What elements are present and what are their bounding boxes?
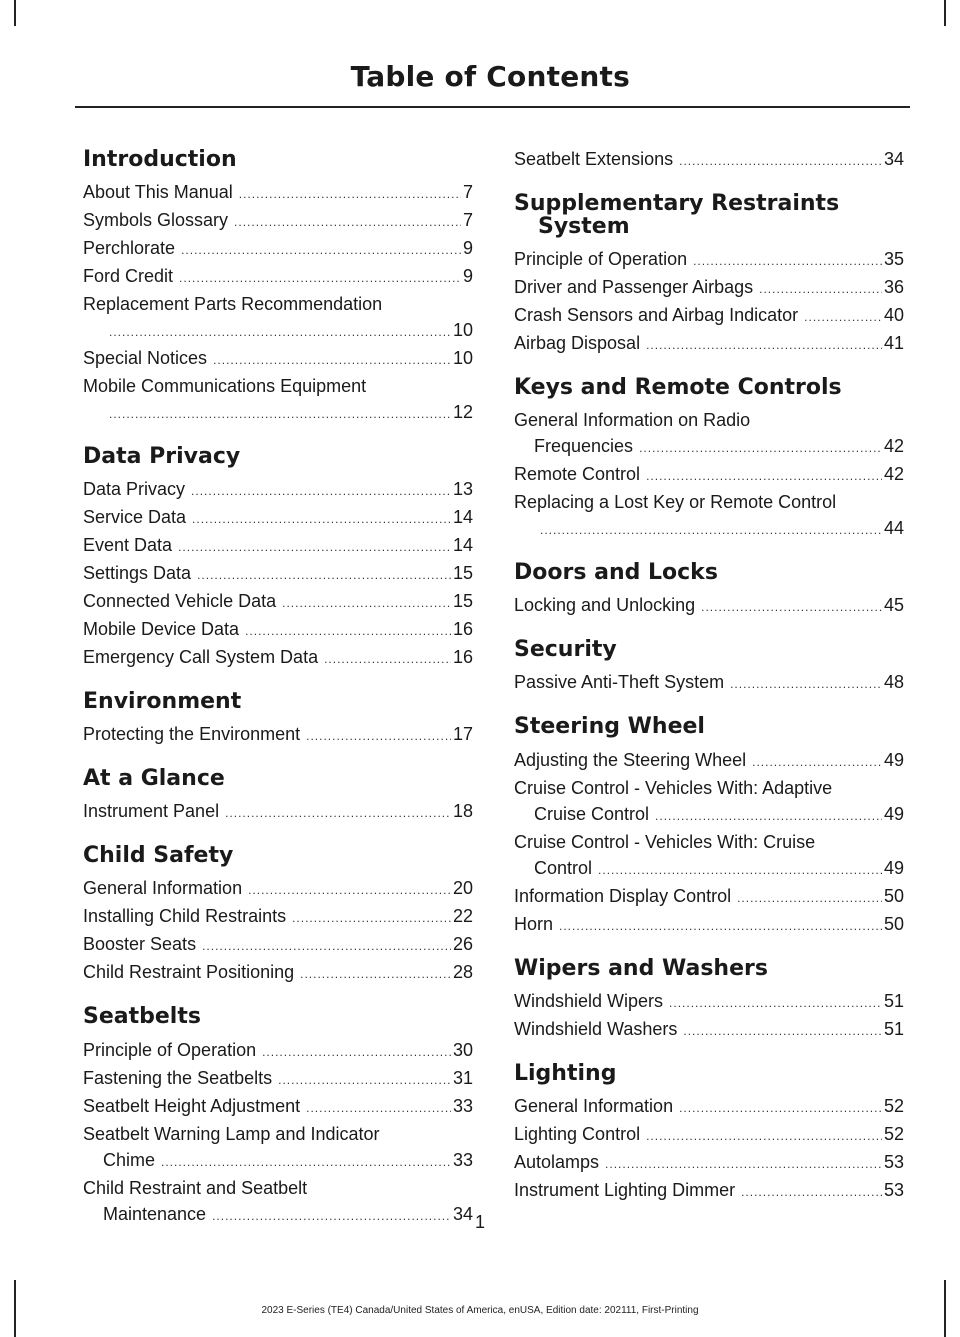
dot-leader [693, 248, 882, 274]
toc-entry-title: Cruise Control - Vehicles With: Adaptive [514, 777, 833, 798]
toc-entry-page: 33 [452, 1149, 473, 1170]
toc-entry-row [514, 1177, 904, 1205]
page-title: Table of Contents [350, 60, 630, 93]
toc-entry-title: Mobile Communications Equipment [83, 376, 367, 397]
section-heading [83, 690, 473, 713]
toc-entry-title: Fastening the Seatbelts [83, 1067, 273, 1088]
toc-entry-title: Instrument Panel [83, 801, 220, 822]
section-heading-text: Wipers and Washers [514, 955, 768, 981]
dot-leader [262, 1039, 451, 1065]
toc-entry-row [514, 1093, 904, 1121]
section-heading-text: Child Safety [83, 843, 234, 869]
toc-entry[interactable] [83, 235, 473, 263]
toc-entry-page: 31 [452, 1067, 473, 1088]
toc-entry-row [83, 1093, 473, 1121]
toc-entry-row [83, 644, 473, 672]
toc-entry[interactable] [83, 616, 473, 644]
toc-entry[interactable] [83, 798, 473, 826]
toc-entry[interactable] [83, 903, 473, 931]
section-heading-text: Seatbelts [83, 1004, 201, 1030]
toc-entry[interactable] [514, 1121, 904, 1149]
toc-entry-page: 13 [452, 479, 473, 500]
toc-entry-page: 16 [452, 619, 473, 640]
toc-column-left [83, 128, 473, 1229]
toc-entry-page: 14 [452, 507, 473, 528]
toc-entry-row [83, 1065, 473, 1093]
toc-entry-row [514, 1149, 904, 1177]
header-divider [75, 106, 910, 108]
toc-entry[interactable] [514, 911, 904, 939]
dot-leader [737, 885, 882, 911]
toc-entry-page: 35 [883, 249, 904, 270]
footer-edition-info: 2023 E-Series (TE4) Canada/United States of America, enUSA, Edition date: 202111, First-Printing [261, 1305, 699, 1316]
toc-entry[interactable] [83, 476, 473, 504]
toc-entry-title-cont: Maintenance [103, 1203, 207, 1224]
toc-entry-row [514, 274, 904, 302]
toc-entry-page: 10 [452, 348, 473, 369]
toc-entry-page: 16 [452, 647, 473, 668]
toc-entry-row [514, 146, 904, 174]
dot-leader [161, 1149, 451, 1175]
section-heading [514, 957, 904, 980]
section-heading-text: Introduction [83, 147, 237, 172]
section-heading-text: Environment [83, 689, 242, 715]
toc-entry[interactable] [83, 875, 473, 903]
dot-leader [300, 961, 451, 987]
toc-entry[interactable] [83, 1037, 473, 1065]
toc-entry-row [83, 616, 473, 644]
toc-entry-title: General Information on Radio [514, 410, 751, 431]
toc-entry-title: Child Restraint and Seatbelt [83, 1177, 308, 1198]
toc-entry-title: Seatbelt Extensions [514, 149, 674, 169]
dot-leader [109, 319, 451, 345]
section-heading [83, 445, 473, 468]
toc-entry-page: 34 [883, 149, 904, 169]
toc-entry-title: Seatbelt Height Adjustment [83, 1095, 301, 1116]
toc-entry-title: Connected Vehicle Data [83, 591, 277, 612]
toc-entry[interactable] [514, 829, 904, 883]
section-heading [83, 148, 473, 171]
toc-entry-page: 9 [462, 266, 473, 287]
toc-entry-row [83, 207, 473, 235]
toc-entry-page: 49 [883, 857, 904, 878]
toc-entry-page: 14 [452, 535, 473, 556]
toc-entry-row [83, 959, 473, 987]
toc-entry[interactable] [83, 207, 473, 235]
toc-entry[interactable] [83, 263, 473, 291]
dot-leader [598, 857, 882, 883]
toc-entry-title: General Information [514, 1095, 674, 1116]
section-heading-text: Data Privacy [83, 444, 241, 470]
toc-entry-title: Horn [514, 913, 554, 934]
crop-mark-top-left [14, 0, 16, 26]
dot-leader [306, 1095, 451, 1121]
toc-entry-title: Remote Control [514, 464, 641, 485]
toc-entry[interactable] [514, 274, 904, 302]
toc-entry-row [514, 433, 904, 461]
toc-entry-title: Mobile Device Data [83, 619, 240, 640]
toc-entry-page: 18 [452, 801, 473, 822]
toc-entry[interactable] [83, 291, 473, 345]
toc-entry-title: Protecting the Environment [83, 724, 301, 745]
toc-entry-row [83, 504, 473, 532]
toc-entry-page: 50 [883, 913, 904, 934]
toc-entry-title: Data Privacy [83, 479, 186, 500]
toc-entry-row [514, 669, 904, 697]
dot-leader [225, 800, 451, 826]
toc-entry[interactable] [514, 330, 904, 358]
toc-entry-title: Child Restraint Positioning [83, 962, 295, 983]
toc-entry-row [514, 1121, 904, 1149]
dot-leader [213, 347, 451, 373]
toc-entry-page: 12 [452, 402, 473, 423]
toc-entry-row [83, 931, 473, 959]
toc-entry-title-cont: Control [534, 857, 593, 878]
toc-entry-title: Windshield Washers [514, 1018, 678, 1039]
toc-entry-row [83, 1037, 473, 1065]
toc-entry-page: 42 [883, 436, 904, 457]
dot-leader [741, 1179, 882, 1205]
toc-entry[interactable] [83, 644, 473, 672]
toc-entry[interactable] [83, 532, 473, 560]
toc-entry[interactable] [514, 302, 904, 330]
toc-entry[interactable] [514, 775, 904, 829]
toc-entry-row [83, 560, 473, 588]
toc-entry-title: Autolamps [514, 1151, 600, 1172]
toc-entry-title: Replacing a Lost Key or Remote Control [514, 492, 837, 513]
toc-entry-title: Perchlorate [83, 238, 176, 259]
toc-entry-page: 52 [883, 1123, 904, 1144]
toc-entry[interactable] [514, 883, 904, 911]
toc-entry-row [83, 235, 473, 263]
toc-entry-page: 15 [452, 563, 473, 584]
toc-column-right [514, 128, 904, 1205]
toc-entry-title: Booster Seats [83, 934, 197, 955]
dot-leader [752, 749, 882, 775]
toc-entry-page: 9 [462, 238, 473, 259]
toc-entry-page: 53 [883, 1179, 904, 1200]
dot-leader [646, 1123, 882, 1149]
toc-entry-row [83, 399, 473, 427]
dot-leader [646, 463, 882, 489]
section-heading [514, 638, 904, 661]
dot-leader [282, 590, 451, 616]
toc-entry-title: Ford Credit [83, 266, 174, 287]
toc-entry[interactable] [83, 1065, 473, 1093]
toc-entry-row [83, 179, 473, 207]
toc-entry-row [83, 721, 473, 749]
toc-entry-title: About This Manual [83, 182, 233, 203]
toc-entry-row [83, 345, 473, 373]
toc-entry-row [83, 476, 473, 504]
section-heading [514, 715, 904, 738]
toc-entry-page: 28 [452, 962, 473, 983]
page-number: 1 [474, 1212, 485, 1232]
toc-entry-page: 53 [883, 1151, 904, 1172]
dot-leader [759, 276, 882, 302]
toc-entry[interactable] [83, 721, 473, 749]
toc-entry-page: 22 [452, 906, 473, 927]
toc-entry-title: Information Display Control [514, 885, 732, 906]
toc-entry-title: Windshield Wipers [514, 990, 664, 1011]
crop-mark-top-right [944, 0, 946, 26]
toc-entry-title: Emergency Call System Data [83, 647, 319, 668]
dot-leader [540, 517, 882, 543]
toc-entry-title: Lighting Control [514, 1123, 641, 1144]
toc-entry-row [83, 903, 473, 931]
section-heading-text: Keys and Remote Controls [514, 375, 842, 401]
dot-leader [292, 905, 451, 931]
toc-entry-page: 45 [883, 595, 904, 616]
dot-leader [248, 877, 451, 903]
toc-entry-title: Airbag Disposal [514, 333, 641, 354]
toc-entry-row [83, 263, 473, 291]
toc-entry-title: Special Notices [83, 348, 208, 369]
toc-entry-page: 42 [883, 464, 904, 485]
toc-entry-title: Cruise Control - Vehicles With: Cruise [514, 831, 816, 852]
toc-entry[interactable] [514, 461, 904, 489]
dot-leader [181, 237, 461, 263]
toc-entry-row [514, 515, 904, 543]
toc-entry-page: 30 [452, 1039, 473, 1060]
toc-entry-page: 52 [883, 1095, 904, 1116]
toc-entry[interactable] [514, 747, 904, 775]
toc-entry[interactable] [514, 592, 904, 620]
dot-leader [679, 1095, 882, 1121]
toc-entry-page: 36 [883, 277, 904, 298]
toc-entry-title: Symbols Glossary [83, 210, 229, 231]
toc-entry-page: 10 [452, 320, 473, 341]
dot-leader [646, 332, 882, 358]
toc-entry-row [83, 798, 473, 826]
toc-entry-page: 41 [883, 333, 904, 354]
toc-entry[interactable] [514, 669, 904, 697]
section-heading [514, 1062, 904, 1085]
dot-leader [559, 913, 882, 939]
toc-entry[interactable] [83, 1121, 473, 1175]
toc-entry-page: 34 [452, 1203, 473, 1224]
dot-leader [679, 148, 882, 174]
toc-entry-row [83, 875, 473, 903]
toc-entry[interactable] [514, 246, 904, 274]
toc-entry[interactable] [83, 1093, 473, 1121]
toc-entry-page: 50 [883, 885, 904, 906]
dot-leader [109, 401, 451, 427]
toc-entry-page: 51 [883, 990, 904, 1011]
toc-entry-row [514, 988, 904, 1016]
dot-leader [306, 723, 451, 749]
dot-leader [804, 304, 882, 330]
toc-entry-title: Installing Child Restraints [83, 906, 287, 927]
dot-leader [202, 933, 451, 959]
toc-entry-title: Adjusting the Steering Wheel [514, 749, 747, 770]
toc-entry-title: Instrument Lighting Dimmer [514, 1179, 736, 1200]
dot-leader [655, 803, 882, 829]
toc-entry-title: Principle of Operation [83, 1039, 257, 1060]
toc-entry-title: Seatbelt Warning Lamp and Indicator [83, 1123, 380, 1144]
toc-entry[interactable] [83, 373, 473, 427]
dot-leader [669, 990, 882, 1016]
toc-entry-row [83, 588, 473, 616]
toc-entry-page: 44 [883, 518, 904, 539]
dot-leader [278, 1067, 451, 1093]
toc-entry-title: Crash Sensors and Airbag Indicator [514, 305, 799, 326]
dot-leader [179, 265, 461, 291]
toc-entry-row [514, 747, 904, 775]
dot-leader [234, 209, 461, 235]
section-heading [514, 376, 904, 399]
toc-entry[interactable] [83, 179, 473, 207]
toc-entry-row [514, 461, 904, 489]
dot-leader [639, 435, 882, 461]
section-heading-text-cont: System [538, 214, 630, 240]
toc-entry-page: 49 [883, 749, 904, 770]
dot-leader [191, 478, 451, 504]
dot-leader [701, 594, 882, 620]
toc-entry-title: Locking and Unlocking [514, 595, 696, 616]
toc-entry[interactable] [514, 407, 904, 461]
toc-entry[interactable] [83, 345, 473, 373]
dot-leader [239, 181, 461, 207]
toc-entry[interactable] [514, 988, 904, 1016]
toc-entry-title-cont: Frequencies [534, 436, 634, 457]
toc-entry[interactable] [83, 560, 473, 588]
dot-leader [197, 562, 451, 588]
section-heading [83, 1005, 473, 1028]
toc-entry-row [514, 592, 904, 620]
toc-entry-row [514, 302, 904, 330]
section-heading-text: Steering Wheel [514, 714, 705, 740]
toc-entry[interactable] [514, 146, 904, 174]
toc-entry-title: Driver and Passenger Airbags [514, 277, 754, 298]
toc-entry[interactable] [83, 959, 473, 987]
dot-leader [683, 1018, 882, 1044]
toc-entry[interactable] [514, 1177, 904, 1205]
section-heading [83, 767, 473, 790]
dot-leader [605, 1151, 882, 1177]
toc-entry-row [514, 883, 904, 911]
section-heading-text: Supplementary Restraints [514, 191, 840, 216]
dot-leader [730, 671, 882, 697]
toc-entry-row [514, 911, 904, 939]
toc-entry-page: 51 [883, 1018, 904, 1039]
toc-entry[interactable] [83, 504, 473, 532]
toc-entry-title: Replacement Parts Recommendation [83, 294, 383, 315]
toc-entry-row [514, 855, 904, 883]
section-heading-text: Security [514, 637, 617, 663]
toc-entry[interactable] [514, 1149, 904, 1177]
dot-leader [178, 534, 451, 560]
toc-entry-row [83, 1147, 473, 1175]
dot-leader [245, 618, 451, 644]
toc-entry-page: 20 [452, 878, 473, 899]
toc-entry-title-cont: Cruise Control [534, 803, 650, 824]
toc-entry[interactable] [83, 588, 473, 616]
toc-entry[interactable] [83, 931, 473, 959]
toc-entry-page: 7 [462, 210, 473, 231]
toc-entry-title: Settings Data [83, 563, 192, 584]
section-heading [514, 192, 904, 238]
toc-entry-page: 33 [452, 1095, 473, 1116]
toc-entry[interactable] [514, 1016, 904, 1044]
toc-entry-row [514, 1016, 904, 1044]
toc-entry-row [83, 532, 473, 560]
toc-entry-page: 48 [883, 672, 904, 693]
toc-entry-page: 26 [452, 934, 473, 955]
section-heading-text: At a Glance [83, 766, 225, 792]
toc-entry-page: 17 [452, 724, 473, 745]
toc-entry-title: Event Data [83, 535, 173, 556]
section-heading [514, 561, 904, 584]
toc-entry-page: 40 [883, 305, 904, 326]
toc-entry-title: Passive Anti-Theft System [514, 672, 725, 693]
toc-entry[interactable] [514, 1093, 904, 1121]
toc-entry-row [83, 317, 473, 345]
toc-entry-row [514, 801, 904, 829]
toc-entry-title: Principle of Operation [514, 249, 688, 270]
section-heading [83, 844, 473, 867]
toc-entry-title: Service Data [83, 507, 187, 528]
dot-leader [192, 506, 451, 532]
toc-entry-title: General Information [83, 878, 243, 899]
toc-entry-row [514, 330, 904, 358]
toc-entry-row [514, 246, 904, 274]
section-heading-text: Lighting [514, 1060, 617, 1086]
dot-leader [324, 646, 451, 672]
toc-entry-title-cont: Chime [103, 1149, 156, 1170]
toc-entry-page: 49 [883, 803, 904, 824]
toc-entry-page: 7 [462, 182, 473, 203]
toc-entry[interactable] [514, 489, 904, 543]
section-heading-text: Doors and Locks [514, 560, 718, 586]
toc-entry-page: 15 [452, 591, 473, 612]
